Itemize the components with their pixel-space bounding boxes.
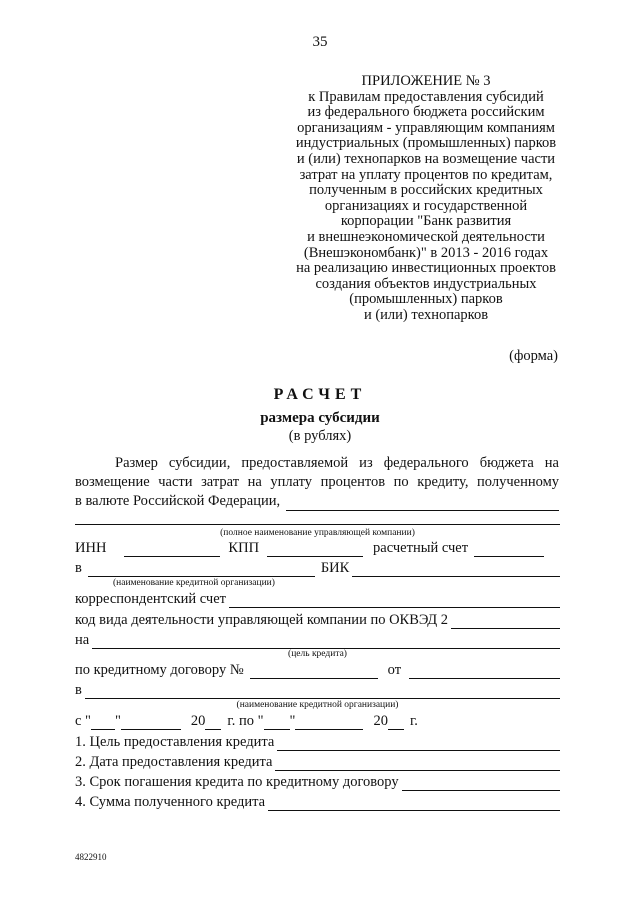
corr-account-row	[75, 591, 560, 608]
okved-row	[75, 612, 560, 629]
item-row	[75, 794, 560, 811]
intro-line: возмещение части затрат на уплату процентов по кредиту, полученному	[75, 474, 559, 490]
from-label: от	[387, 662, 402, 678]
company-name-blank[interactable]	[75, 524, 560, 525]
period-year-from-blank[interactable]	[205, 716, 221, 730]
appendix-line: и (или) технопарков на возмещение части	[296, 150, 556, 167]
caption-credit-purpose: (цель кредита)	[288, 649, 347, 659]
purpose-row	[75, 632, 560, 649]
appendix-line: организациям - управляющим компаниям	[297, 119, 555, 136]
appendix-line: (Внешэкономбанк)" в 2013 - 2016 годах	[303, 244, 549, 261]
item-blank[interactable]	[402, 777, 560, 791]
na-label: на	[75, 632, 90, 648]
item-blank[interactable]	[268, 797, 560, 811]
bank-name-blank[interactable]	[88, 563, 315, 577]
appendix-header	[276, 74, 576, 324]
bank2-blank[interactable]	[85, 685, 560, 699]
bik-blank[interactable]	[352, 563, 560, 577]
item-blank[interactable]	[275, 757, 560, 771]
intro-last-line	[75, 492, 559, 511]
corr-account-label: корреспондентский счет	[75, 591, 226, 607]
document-subtitle: размера субсидии	[260, 410, 380, 426]
okved-label: код вида деятельности управляющей компании по ОКВЭД 2	[75, 612, 449, 628]
item-label: 3. Срок погашения кредита по кредитному договору	[75, 774, 399, 790]
period-to-label: г. по "	[227, 713, 264, 729]
loan-agreement-row	[75, 662, 560, 679]
account-blank[interactable]	[474, 543, 544, 557]
corr-account-blank[interactable]	[229, 594, 560, 608]
bank2-row	[75, 682, 560, 699]
account-label: расчетный счет	[373, 540, 469, 556]
year-prefix: 20	[373, 713, 388, 729]
document-units: (в рублях)	[288, 428, 352, 444]
appendix-line: индустриальных (промышленных) парков	[295, 135, 557, 152]
appendix-line: к Правилам предоставления субсидий	[308, 88, 544, 105]
currency-blank[interactable]	[286, 496, 559, 511]
kpp-label: КПП	[228, 540, 260, 556]
period-from-label: с "	[75, 713, 91, 729]
period-quote: "	[114, 713, 121, 729]
item-blank[interactable]	[277, 737, 560, 751]
intro-paragraph	[75, 454, 559, 511]
purpose-blank[interactable]	[92, 635, 560, 649]
appendix-line: полученным в российских кредитных	[309, 182, 543, 199]
loan-agreement-label: по кредитному договору №	[75, 662, 244, 678]
caption-bank-name-2: (наименование кредитной организации)	[236, 700, 399, 710]
period-day-to-blank[interactable]	[264, 716, 290, 730]
intro-line: Размер субсидии, предоставляемой из федерального бюджета на	[115, 455, 559, 471]
period-month-from-blank[interactable]	[121, 716, 181, 730]
appendix-line: и внешнеэкономической деятельности	[307, 228, 545, 245]
appendix-line: (промышленных) парков	[349, 291, 503, 308]
page-number: 35	[312, 34, 328, 50]
bank-bik-row	[75, 560, 560, 577]
year-suffix: г.	[409, 713, 418, 729]
okved-blank[interactable]	[451, 615, 560, 629]
document-code: 4822910	[75, 852, 107, 862]
inn-label: ИНН	[75, 540, 107, 556]
intro-line: в валюте Российской Федерации,	[75, 493, 281, 509]
period-month-to-blank[interactable]	[295, 716, 363, 730]
document-title: РАСЧЕТ	[273, 386, 367, 403]
period-day-from-blank[interactable]	[91, 716, 115, 730]
appendix-line: из федерального бюджета российским	[307, 104, 545, 121]
period-year-to-blank[interactable]	[388, 716, 404, 730]
appendix-line: организациях и государственной	[324, 197, 528, 214]
caption-bank-name: (наименование кредитной организации)	[113, 578, 275, 588]
item-label: 1. Цель предоставления кредита	[75, 734, 275, 750]
in2-label: в	[75, 682, 82, 698]
appendix-line: и (или) технопарков	[363, 306, 489, 323]
item-label: 2. Дата предоставления кредита	[75, 754, 273, 770]
bik-label: БИК	[320, 560, 350, 576]
kpp-blank[interactable]	[267, 543, 363, 557]
inn-kpp-row	[75, 540, 560, 557]
loan-date-blank[interactable]	[409, 665, 560, 679]
item-label: 4. Сумма полученного кредита	[75, 794, 266, 810]
appendix-line: ПРИЛОЖЕНИЕ № 3	[361, 73, 491, 89]
inn-blank[interactable]	[124, 543, 220, 557]
appendix-line: создания объектов индустриальных	[315, 275, 537, 292]
year-prefix: 20	[190, 713, 206, 729]
caption-company-name: (полное наименование управляющей компании)	[220, 528, 415, 538]
item-row	[75, 754, 560, 771]
loan-number-blank[interactable]	[250, 665, 378, 679]
period-quote: "	[289, 713, 296, 729]
period-row	[75, 713, 560, 730]
appendix-line: на реализацию инвестиционных проектов	[296, 260, 556, 277]
form-label: (форма)	[509, 348, 558, 364]
appendix-line: затрат на уплату процентов по кредитам,	[299, 166, 553, 183]
item-row	[75, 734, 560, 751]
item-row	[75, 774, 560, 791]
in-label: в	[75, 560, 82, 576]
appendix-line: корпорации "Банк развития	[340, 213, 512, 230]
